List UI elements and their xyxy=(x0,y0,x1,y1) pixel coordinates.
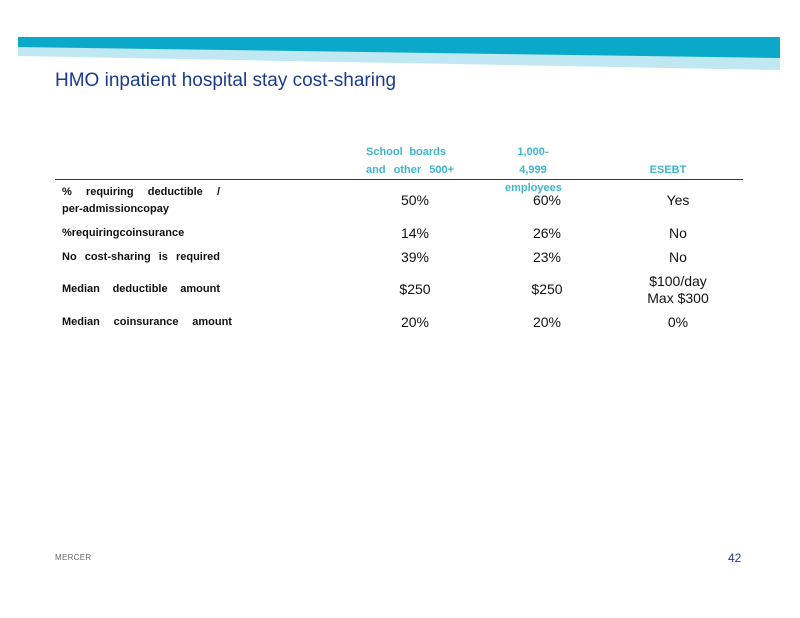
header-word: 500+ xyxy=(429,164,454,176)
table-cell: $250 xyxy=(399,281,431,297)
table-cell: 14% xyxy=(400,225,430,241)
label-word: deductible xyxy=(147,186,203,198)
table-cell: $250 xyxy=(531,281,563,297)
label-word: is xyxy=(158,251,168,263)
footer-brand: MERCER xyxy=(55,553,92,562)
header-banner xyxy=(0,0,800,80)
label-word: Median xyxy=(62,316,100,328)
header-word: employees xyxy=(505,182,562,194)
column-header-employees xyxy=(505,143,561,197)
header-divider xyxy=(55,179,743,180)
table-cell: 26% xyxy=(532,225,562,241)
label-word: % xyxy=(62,227,72,239)
table-cell: No xyxy=(669,249,687,265)
label-word: coinsurance xyxy=(113,316,179,328)
table-cell: 50% xyxy=(400,192,430,208)
column-header-esebt xyxy=(648,161,688,179)
row-label-no-cost-sharing xyxy=(62,249,220,266)
header-word: School xyxy=(366,146,403,158)
table-cell: 20% xyxy=(400,314,430,330)
cell-line: $100/day xyxy=(649,273,707,289)
slide-title: HMO inpatient hospital stay cost-sharing xyxy=(55,70,397,91)
label-word: % xyxy=(62,186,72,198)
label-word: / xyxy=(216,186,220,198)
label-word: requiring xyxy=(71,227,120,239)
label-word: Median xyxy=(62,283,100,295)
table-cell xyxy=(628,273,728,307)
label-word: required xyxy=(175,251,220,263)
table-cell: 23% xyxy=(532,249,562,265)
table-cell: 20% xyxy=(532,314,562,330)
label-word: requiring xyxy=(85,186,134,198)
label-word: cost-sharing xyxy=(84,251,151,263)
table-cell: 60% xyxy=(532,192,562,208)
header-word: and xyxy=(366,164,386,176)
table-cell: 39% xyxy=(400,249,430,265)
header-word: ESEBT xyxy=(649,164,687,176)
column-header-school-boards xyxy=(366,143,454,179)
label-word: No xyxy=(62,251,77,263)
header-word: boards xyxy=(409,146,446,158)
label-word: amount xyxy=(180,283,220,295)
row-label-median-deductible xyxy=(62,281,220,298)
row-label-deductible-copay xyxy=(62,184,220,218)
table-cell: Yes xyxy=(666,192,690,208)
page-number: 42 xyxy=(728,551,742,565)
header-word: other xyxy=(393,164,422,176)
row-label-median-coinsurance xyxy=(62,314,232,331)
cell-line: Max $300 xyxy=(647,290,709,306)
label-line: per-admissioncopay xyxy=(62,203,169,215)
header-word: 1,000-4,999 xyxy=(517,146,549,176)
row-label-coinsurance xyxy=(62,225,185,242)
label-word: amount xyxy=(192,316,232,328)
label-word: coinsurance xyxy=(119,227,185,239)
table-cell: 0% xyxy=(667,314,689,330)
label-word: deductible xyxy=(112,283,168,295)
table-cell: No xyxy=(669,225,687,241)
